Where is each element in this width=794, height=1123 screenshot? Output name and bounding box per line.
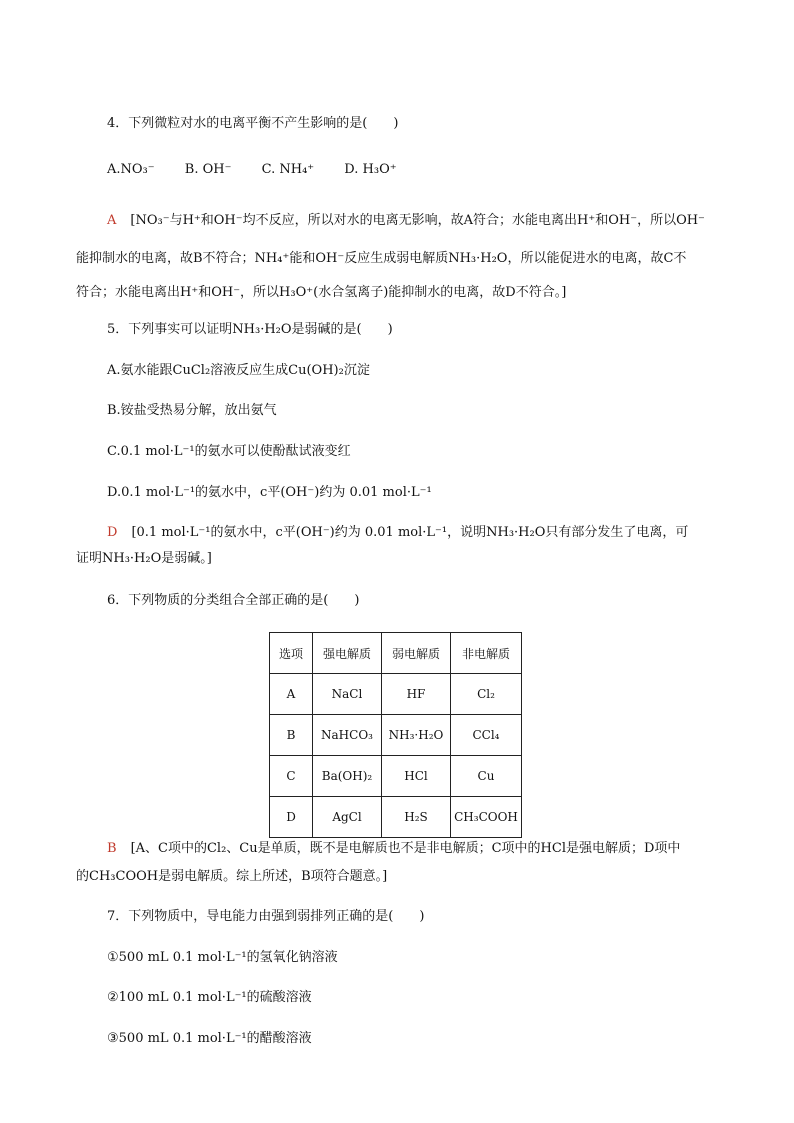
q7-item-1: ①500 mL 0.1 mol·L⁻¹的氢氧化钠溶液 <box>107 950 338 965</box>
q7-item-2: ②100 mL 0.1 mol·L⁻¹的硫酸溶液 <box>107 990 312 1005</box>
q5-explanation-line-2: 证明NH₃·H₂O是弱碱。] <box>76 551 212 566</box>
q6-explanation-line-1: B [A、C项中的Cl₂、Cu是单质，既不是电解质也不是非电解质；C项中的HCl是强电解质；D项中 <box>107 841 681 856</box>
table-cell: HCl <box>382 756 451 797</box>
q5-explanation-line-1: D [0.1 mol·L⁻¹的氨水中，c平(OH⁻)约为 0.01 mol·L⁻¹，说明NH₃·H₂O只有部分发生了电离，可 <box>107 525 689 540</box>
table-cell: A <box>270 674 313 715</box>
table-cell: AgCl <box>313 797 382 838</box>
table-cell: CCl₄ <box>451 715 522 756</box>
q4-options <box>107 161 397 179</box>
q7-item-3: ③500 mL 0.1 mol·L⁻¹的醋酸溶液 <box>107 1031 312 1046</box>
table-cell: NH₃·H₂O <box>382 715 451 756</box>
table-cell: Ba(OH)₂ <box>313 756 382 797</box>
q4-option-b: B. OH⁻ <box>184 162 232 177</box>
table-header: 弱电解质 <box>382 633 451 674</box>
q4-option-a: A.NO₃⁻ <box>107 162 155 177</box>
q5-option-c: C.0.1 mol·L⁻¹的氨水可以使酚酞试液变红 <box>107 444 351 459</box>
table-cell: C <box>270 756 313 797</box>
table-cell: HF <box>382 674 451 715</box>
table-cell: CH₃COOH <box>451 797 522 838</box>
table-row <box>270 797 522 838</box>
q6-stem: 6．下列物质的分类组合全部正确的是( ) <box>107 593 360 608</box>
q4-explanation-line-3: 符合；水能电离出H⁺和OH⁻，所以H₃O⁺(水合氢离子)能抑制水的电离，故D不符合。] <box>76 285 567 300</box>
table-cell: H₂S <box>382 797 451 838</box>
table-cell: D <box>270 797 313 838</box>
q5-option-b: B.铵盐受热易分解，放出氨气 <box>107 403 277 418</box>
q5-option-a: A.氨水能跟CuCl₂溶液反应生成Cu(OH)₂沉淀 <box>107 363 370 378</box>
q4-option-d: D. H₃O⁺ <box>344 162 397 177</box>
q4-option-c: C. NH₄⁺ <box>261 162 315 177</box>
table-header-row <box>270 633 522 674</box>
q7-stem: 7．下列物质中，导电能力由强到弱排列正确的是( ) <box>107 909 425 924</box>
table-cell: NaHCO₃ <box>313 715 382 756</box>
table-header: 强电解质 <box>313 633 382 674</box>
table-header: 选项 <box>270 633 313 674</box>
q4-answer-letter: A <box>107 213 117 228</box>
q6-answer-letter: B <box>107 841 117 856</box>
q5-option-d: D.0.1 mol·L⁻¹的氨水中，c平(OH⁻)约为 0.01 mol·L⁻¹ <box>107 485 432 500</box>
classification-table <box>269 632 522 838</box>
table-header: 非电解质 <box>451 633 522 674</box>
q6-explanation-line-2: 的CH₃COOH是弱电解质。综上所述，B项符合题意。] <box>76 869 388 884</box>
q4-explanation-line-2: 能抑制水的电离，故B不符合；NH₄⁺能和OH⁻反应生成弱电解质NH₃·H₂O，所以能促进水的电离，故C不 <box>76 251 687 266</box>
table-cell: Cu <box>451 756 522 797</box>
q5-stem: 5．下列事实可以证明NH₃·H₂O是弱碱的是( ) <box>107 322 393 337</box>
table-row <box>270 756 522 797</box>
table-cell: B <box>270 715 313 756</box>
q4-explanation-line-1: A [NO₃⁻与H⁺和OH⁻均不反应，所以对水的电离无影响，故A符合；水能电离出H⁺和OH⁻，所以OH⁻ <box>107 213 705 228</box>
table-row <box>270 715 522 756</box>
table-row <box>270 674 522 715</box>
q5-answer-letter: D <box>107 525 118 540</box>
table-cell: Cl₂ <box>451 674 522 715</box>
table-cell: NaCl <box>313 674 382 715</box>
q4-stem: 4．下列微粒对水的电离平衡不产生影响的是( ) <box>107 116 399 131</box>
